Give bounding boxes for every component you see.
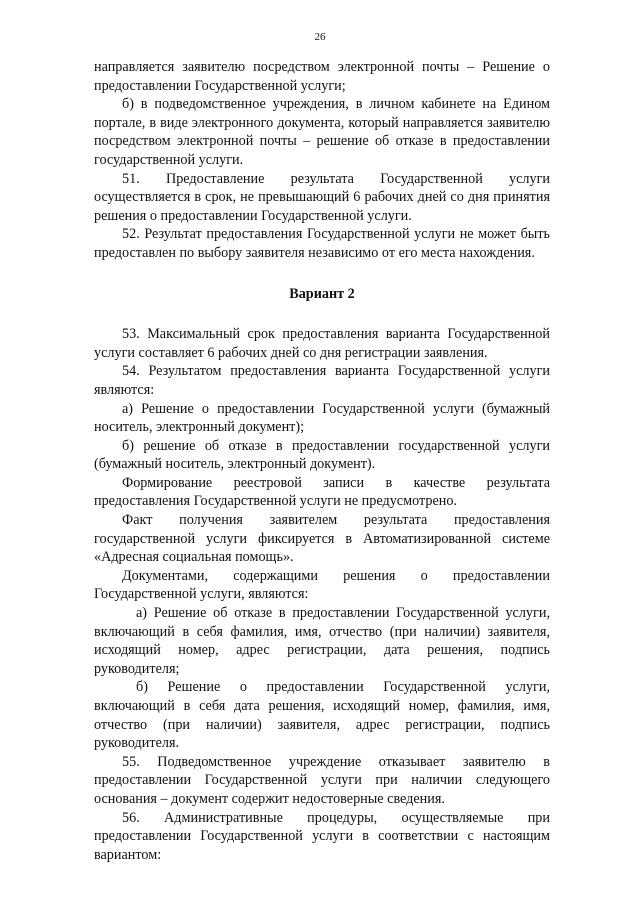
paragraph-53: 53. Максимальный срок предоставления варианта Государственной услуги составляет 6 рабочих дней со дня регистрации заявления. [94,326,550,361]
paragraph-registry: Формирование реестровой записи в качестве результата предоставления Государственной услуги не предусмотрено. [94,474,550,510]
paragraph-item-b: б) в подведомственное учреждения, в личном кабинете на Едином портале, в виде электронного документа, который направляется заявителю посредством электронной почты – решение об отказе в предоставлении государственной услуги. [94,96,550,168]
paragraph-fact: Факт получения заявителем результата предоставления государственной услуги фиксируется в Автоматизированной системе «Адресная социальная помощь». [94,512,550,566]
document-body [94,58,550,864]
paragraph-54: 54. Результатом предоставления варианта Государственной услуги являются: [94,363,550,398]
paragraph-51: 51. Предоставление результата Государственной услуги осуществляется в срок, не превышающий 6 рабочих дней со дня принятия решения о предоставлении Государственной услуги. [94,170,550,224]
paragraph-documents: Документами, содержащими решения о предоставлении Государственной услуги, являются: [94,567,550,603]
paragraph-documents-a: а) Решение об отказе в предоставлении Государственной услуги, включающий в себя фамилия, имя, отчество (при наличии) заявителя, исходящий номер, адрес регистрации, дата решения, подпись руководителя; [94,605,550,677]
paragraph-documents-b: б) Решение о предоставлении Государственной услуги, включающий в себя дата решения, исходящий номер, фамилия, имя, отчество (при наличии) заявителя, адрес регистрации, подпись руководителя. [94,679,550,752]
paragraph-55: 55. Подведомственное учреждение отказывает заявителю в предоставлении Государственной услуги при наличии следующего основания – документ содержит недостоверные сведения. [94,753,550,807]
paragraph-52: 52. Результат предоставления Государственной услуги не может быть предоставлен по выбору заявителя независимо от его места нахождения. [94,226,550,261]
paragraph-56: 56. Административные процедуры, осуществляемые при предоставлении Государственной услуги в соответствии с настоящим вариантом: [94,809,550,863]
page-number: 26 [314,31,326,43]
section-heading: Вариант 2 [289,285,355,302]
paragraph-54-a: а) Решение о предоставлении Государственной услуги (бумажный носитель, электронный документ); [94,400,550,436]
paragraph-continuation: направляется заявителю посредством электронной почты – Решение о предоставлении Государственной услуги; [94,59,550,94]
paragraph-54-b: б) решение об отказе в предоставлении государственной услуги (бумажный носитель, электронный документ). [94,437,550,473]
